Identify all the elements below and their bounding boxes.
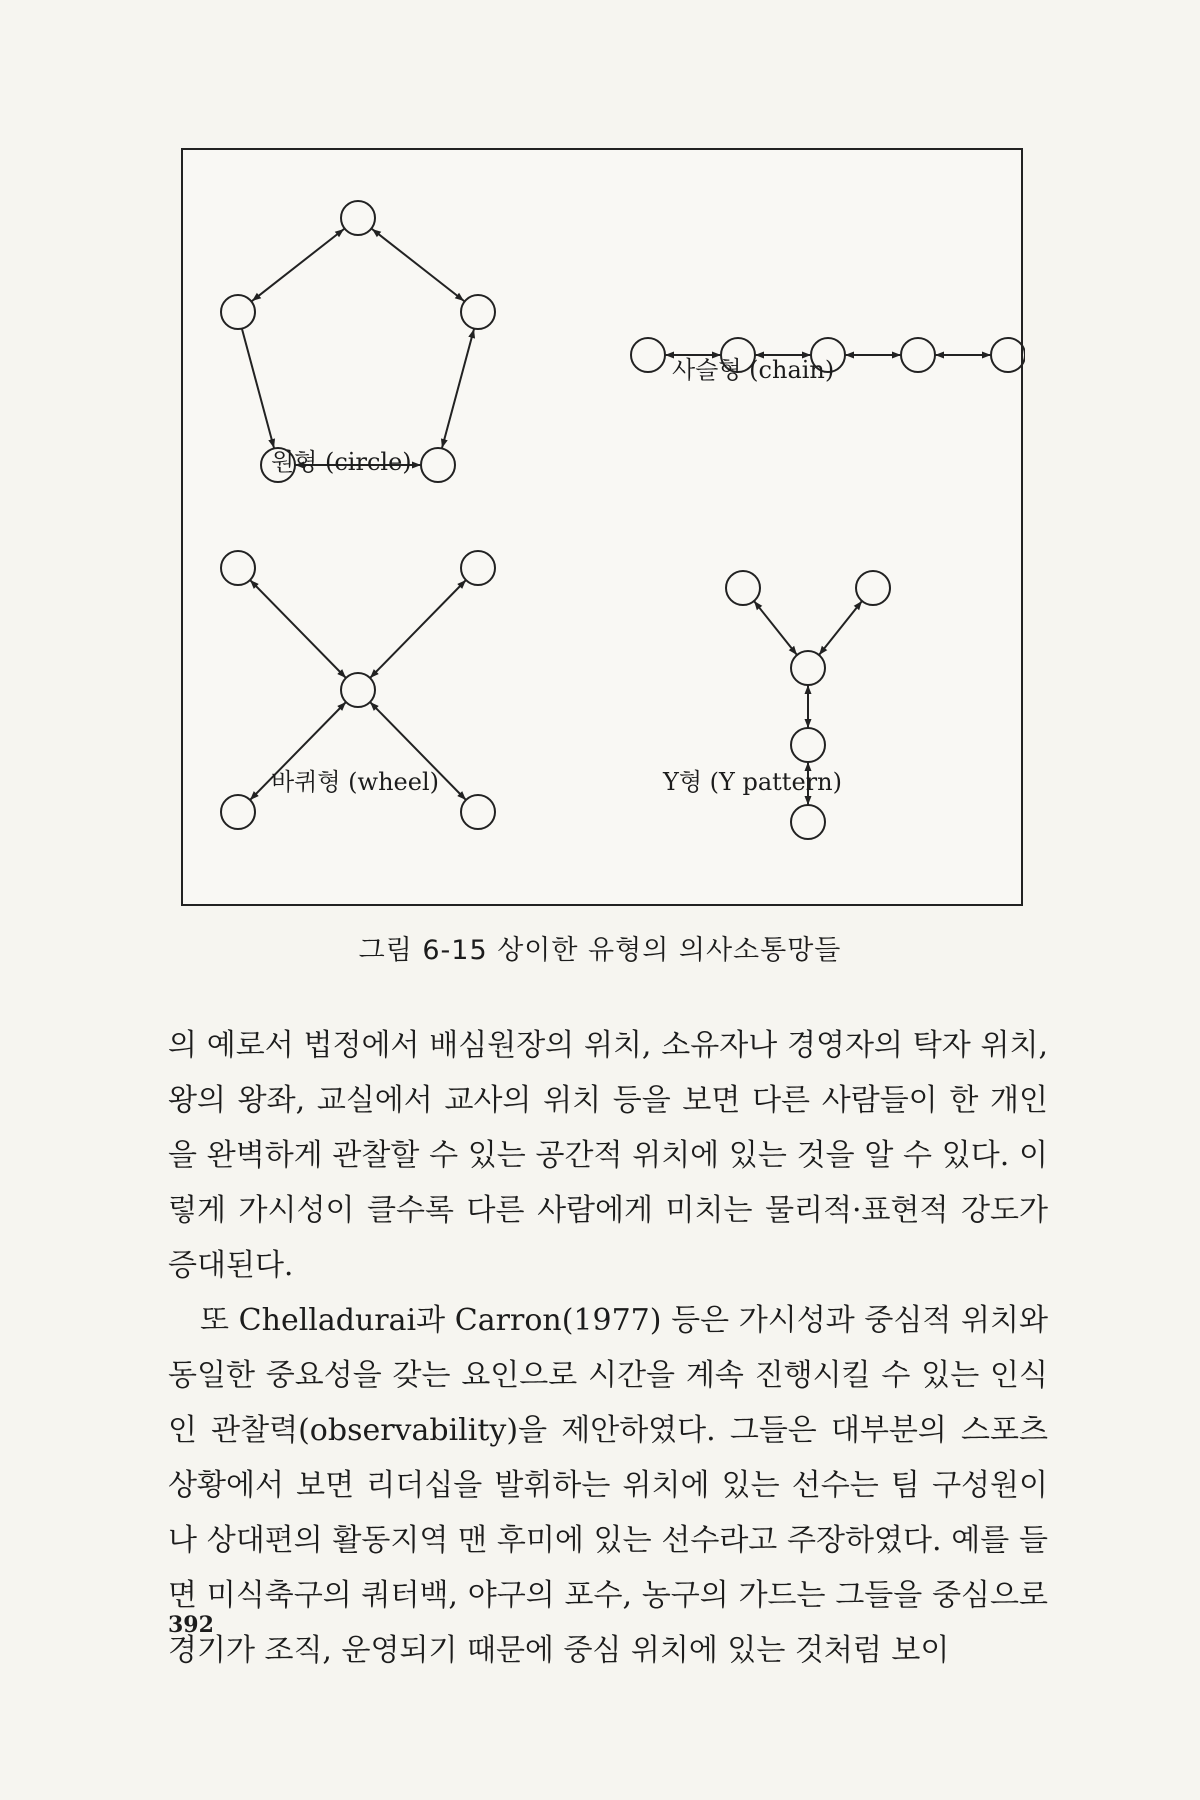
circle-edge bbox=[442, 329, 474, 448]
y-node-top-left bbox=[726, 571, 760, 605]
wheel-node-center bbox=[341, 673, 375, 707]
wheel-diagram-label: 바퀴형 (wheel) bbox=[271, 768, 439, 796]
wheel-node-bottom-right bbox=[461, 795, 495, 829]
wheel-node-bottom-left bbox=[221, 795, 255, 829]
circle-diagram-label: 원형 (circle) bbox=[271, 448, 412, 476]
circle-edge bbox=[372, 229, 464, 301]
wheel-node-top-left bbox=[221, 551, 255, 585]
y-node-bottom bbox=[791, 805, 825, 839]
circle-network bbox=[221, 201, 495, 482]
body-paragraph: 또 Chelladurai과 Carron(1977) 등은 가시성과 중심적 위치와 동일한 중요성을 갖는 요인으로 시간을 계속 진행시킬 수 있는 인식인 관찰력(observability)을 제안하였다. 그들은 대부분의 스포츠 상황에서 보면 리더십을 발휘하는 위치에 있는 선수는 팀 구성원이나 상대편의 활동지역 맨 후미에 있는 선수라고 주장하였다. 예를 들면 미식축구의 쿼터백, 야구의 포수, 농구의 가드는 그들을 중심으로 경기가 조직, 운영되기 때문에 중심 위치에 있는 것처럼 보이 bbox=[168, 1303, 1048, 1668]
y-network bbox=[726, 571, 890, 839]
circle-edge bbox=[252, 229, 344, 301]
chain-node bbox=[901, 338, 935, 372]
circle-node-top bbox=[341, 201, 375, 235]
y-node-middle bbox=[791, 728, 825, 762]
chain-diagram-label: 사슬형 (chain) bbox=[672, 356, 835, 384]
circle-node-bottom-right bbox=[421, 448, 455, 482]
wheel-edge bbox=[370, 580, 466, 678]
chain-node bbox=[991, 338, 1025, 372]
wheel-edge bbox=[250, 580, 346, 678]
figure-box bbox=[181, 148, 1023, 906]
chain-node bbox=[631, 338, 665, 372]
circle-node-right bbox=[461, 295, 495, 329]
page-number: 392 bbox=[168, 1612, 214, 1638]
y-edge bbox=[754, 601, 797, 655]
body-text bbox=[168, 1018, 1048, 1678]
circle-edge bbox=[242, 329, 274, 448]
y-diagram-label: Y형 (Y pattern) bbox=[663, 768, 842, 796]
body-paragraph: 의 예로서 법정에서 배심원장의 위치, 소유자나 경영자의 탁자 위치, 왕의 왕좌, 교실에서 교사의 위치 등을 보면 다른 사람들이 한 개인을 완벽하게 관찰할 수 있는 공간적 위치에 있는 것을 알 수 있다. 이렇게 가시성이 클수록 다른 사람에게 미치는 물리적·표현적 강도가 증대된다. bbox=[168, 1028, 1048, 1283]
y-node-top-right bbox=[856, 571, 890, 605]
y-edge bbox=[819, 601, 862, 655]
circle-node-left bbox=[221, 295, 255, 329]
figure-caption: 그림 6-15 상이한 유형의 의사소통망들 bbox=[358, 935, 842, 966]
wheel-node-top-right bbox=[461, 551, 495, 585]
y-node-junction bbox=[791, 651, 825, 685]
